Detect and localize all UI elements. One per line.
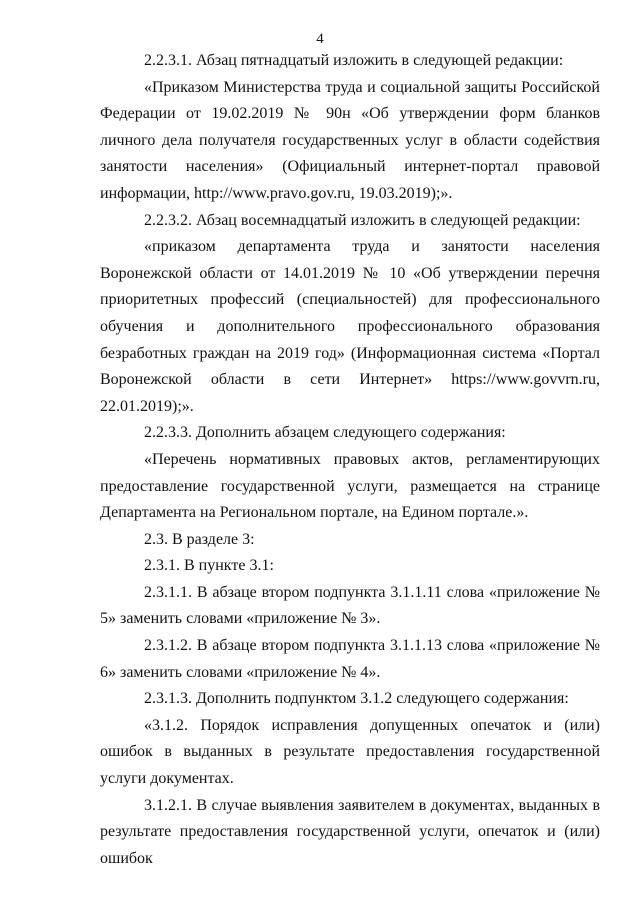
paragraph-2-2-3-3: 2.2.3.3. Дополнить абзацем следующего содержания: [144,424,506,442]
paragraph-2-2-3-1: 2.2.3.1. Абзац пятнадцатый изложить в следующей редакции: [144,52,564,69]
paragraph-2-3: 2.3. В разделе 3: [144,530,255,548]
paragraph-2-3-1-3: 2.3.1.3. Дополнить подпунктом 3.1.2 следующего содержания: [144,690,569,708]
paragraph-acts-list: «Перечень нормативных правовых актов, регламентирующих предоставление государственной услуги, размещается на странице Департамента на Региональном портале, на Едином портале.». [100,450,600,522]
paragraph-3-1-2-1: 3.1.2.1. В случае выявления заявителем в документах, выданных в результате предоставления государственной услуги, опечаток и (или) ошибок [100,796,600,867]
paragraph-2-3-1: 2.3.1. В пункте 3.1: [144,557,274,575]
paragraph-2-2-3-2: 2.2.3.2. Абзац восемнадцатый изложить в следующей редакции: [144,211,581,229]
paragraph-3-1-2: «3.1.2. Порядок исправления допущенных опечаток и (или) ошибок в выданных в результате предоставления государственной услуги документах. [100,716,600,788]
paragraph-2-3-1-1: 2.3.1.1. В абзаце втором подпункта 3.1.1.11 слова «приложение № 5» заменить словами «приложение № 3». [100,583,600,628]
page-number: 4 [316,31,324,47]
paragraph-2-3-1-2: 2.3.1.2. В абзаце втором подпункта 3.1.1.13 слова «приложение № 6» заменить словами «приложение № 4». [100,637,600,681]
paragraph-order-voronezh: «приказом департамента труда и занятости населения Воронежской области от 14.01.2019 № 10 «Об утверждении перечня приоритетных профессий (специальностей) для профессионального обучения и дополнительного профессионального образования безработных граждан на 2019 год» (Информационная система «Портал Воронежской области в сети Интернет» https://www.govvrn.ru, 22.01.2019);». [100,238,600,415]
document-body [100,48,600,872]
paragraph-order-mintrud: «Приказом Министерства труда и социальной защиты Российской Федерации от 19.02.2019 № 90н «Об утверждении форм бланков личного дела получателя государственных услуг в области содействия занятости населения» (Официальный интернет-портал правовой информации, http://www.pravo.gov.ru, 19.03.2019);». [100,78,600,202]
